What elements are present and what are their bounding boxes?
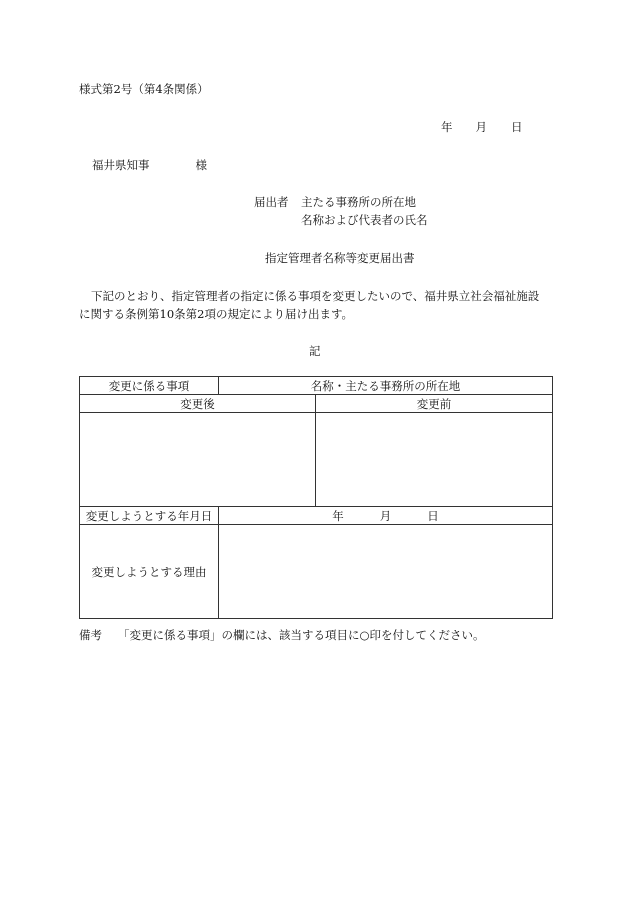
submitter-label: 届出者 bbox=[254, 195, 289, 209]
date-month-label: 月 bbox=[475, 120, 487, 134]
submission-date bbox=[441, 119, 523, 135]
table-row bbox=[80, 507, 553, 525]
submitter-name-label: 名称および代表者の氏名 bbox=[301, 213, 428, 227]
form-number: 様式第2号（第4条関係） bbox=[79, 82, 209, 96]
body-text-line-2: に関する条例第10条第2項の規定により届け出ます。 bbox=[79, 307, 354, 321]
table-date-day: 日 bbox=[427, 508, 439, 523]
table-row bbox=[80, 377, 553, 395]
document-title: 指定管理者名称等変更届出書 bbox=[265, 251, 415, 265]
addressee: 福井県知事 bbox=[92, 158, 150, 172]
note-label: 備考 bbox=[79, 628, 102, 642]
date-year-label: 年 bbox=[441, 120, 453, 134]
submitter-address-label: 主たる事務所の所在地 bbox=[301, 195, 416, 209]
date-value-cell[interactable] bbox=[219, 507, 553, 525]
before-label-cell: 変更前 bbox=[316, 395, 553, 413]
table-row bbox=[80, 525, 553, 619]
item-value-cell: 名称・主たる事務所の所在地 bbox=[219, 377, 553, 395]
date-label-cell: 変更しようとする年月日 bbox=[80, 507, 219, 525]
item-label-cell: 変更に係る事項 bbox=[80, 377, 219, 395]
note-line bbox=[79, 627, 485, 643]
ki-heading: 記 bbox=[309, 344, 321, 358]
after-value-cell[interactable] bbox=[80, 413, 316, 507]
table-date-month: 月 bbox=[379, 508, 392, 523]
after-label-cell: 変更後 bbox=[80, 395, 316, 413]
table-row bbox=[80, 395, 553, 413]
table-date-year: 年 bbox=[332, 508, 344, 523]
change-details-table bbox=[79, 376, 553, 619]
before-value-cell[interactable] bbox=[316, 413, 553, 507]
honorific: 様 bbox=[195, 158, 207, 172]
table-row bbox=[80, 413, 553, 507]
date-day-label: 日 bbox=[511, 120, 523, 134]
note-text: 「変更に係る事項」の欄には、該当する項目に○印を付してください。 bbox=[118, 628, 485, 642]
reason-label-cell: 変更しようとする理由 bbox=[80, 525, 219, 619]
reason-value-cell[interactable] bbox=[219, 525, 553, 619]
addressee-line bbox=[92, 157, 207, 173]
body-text-line-1: 下記のとおり、指定管理者の指定に係る事項を変更したいので、福井県立社会福祉施設 bbox=[91, 289, 540, 303]
